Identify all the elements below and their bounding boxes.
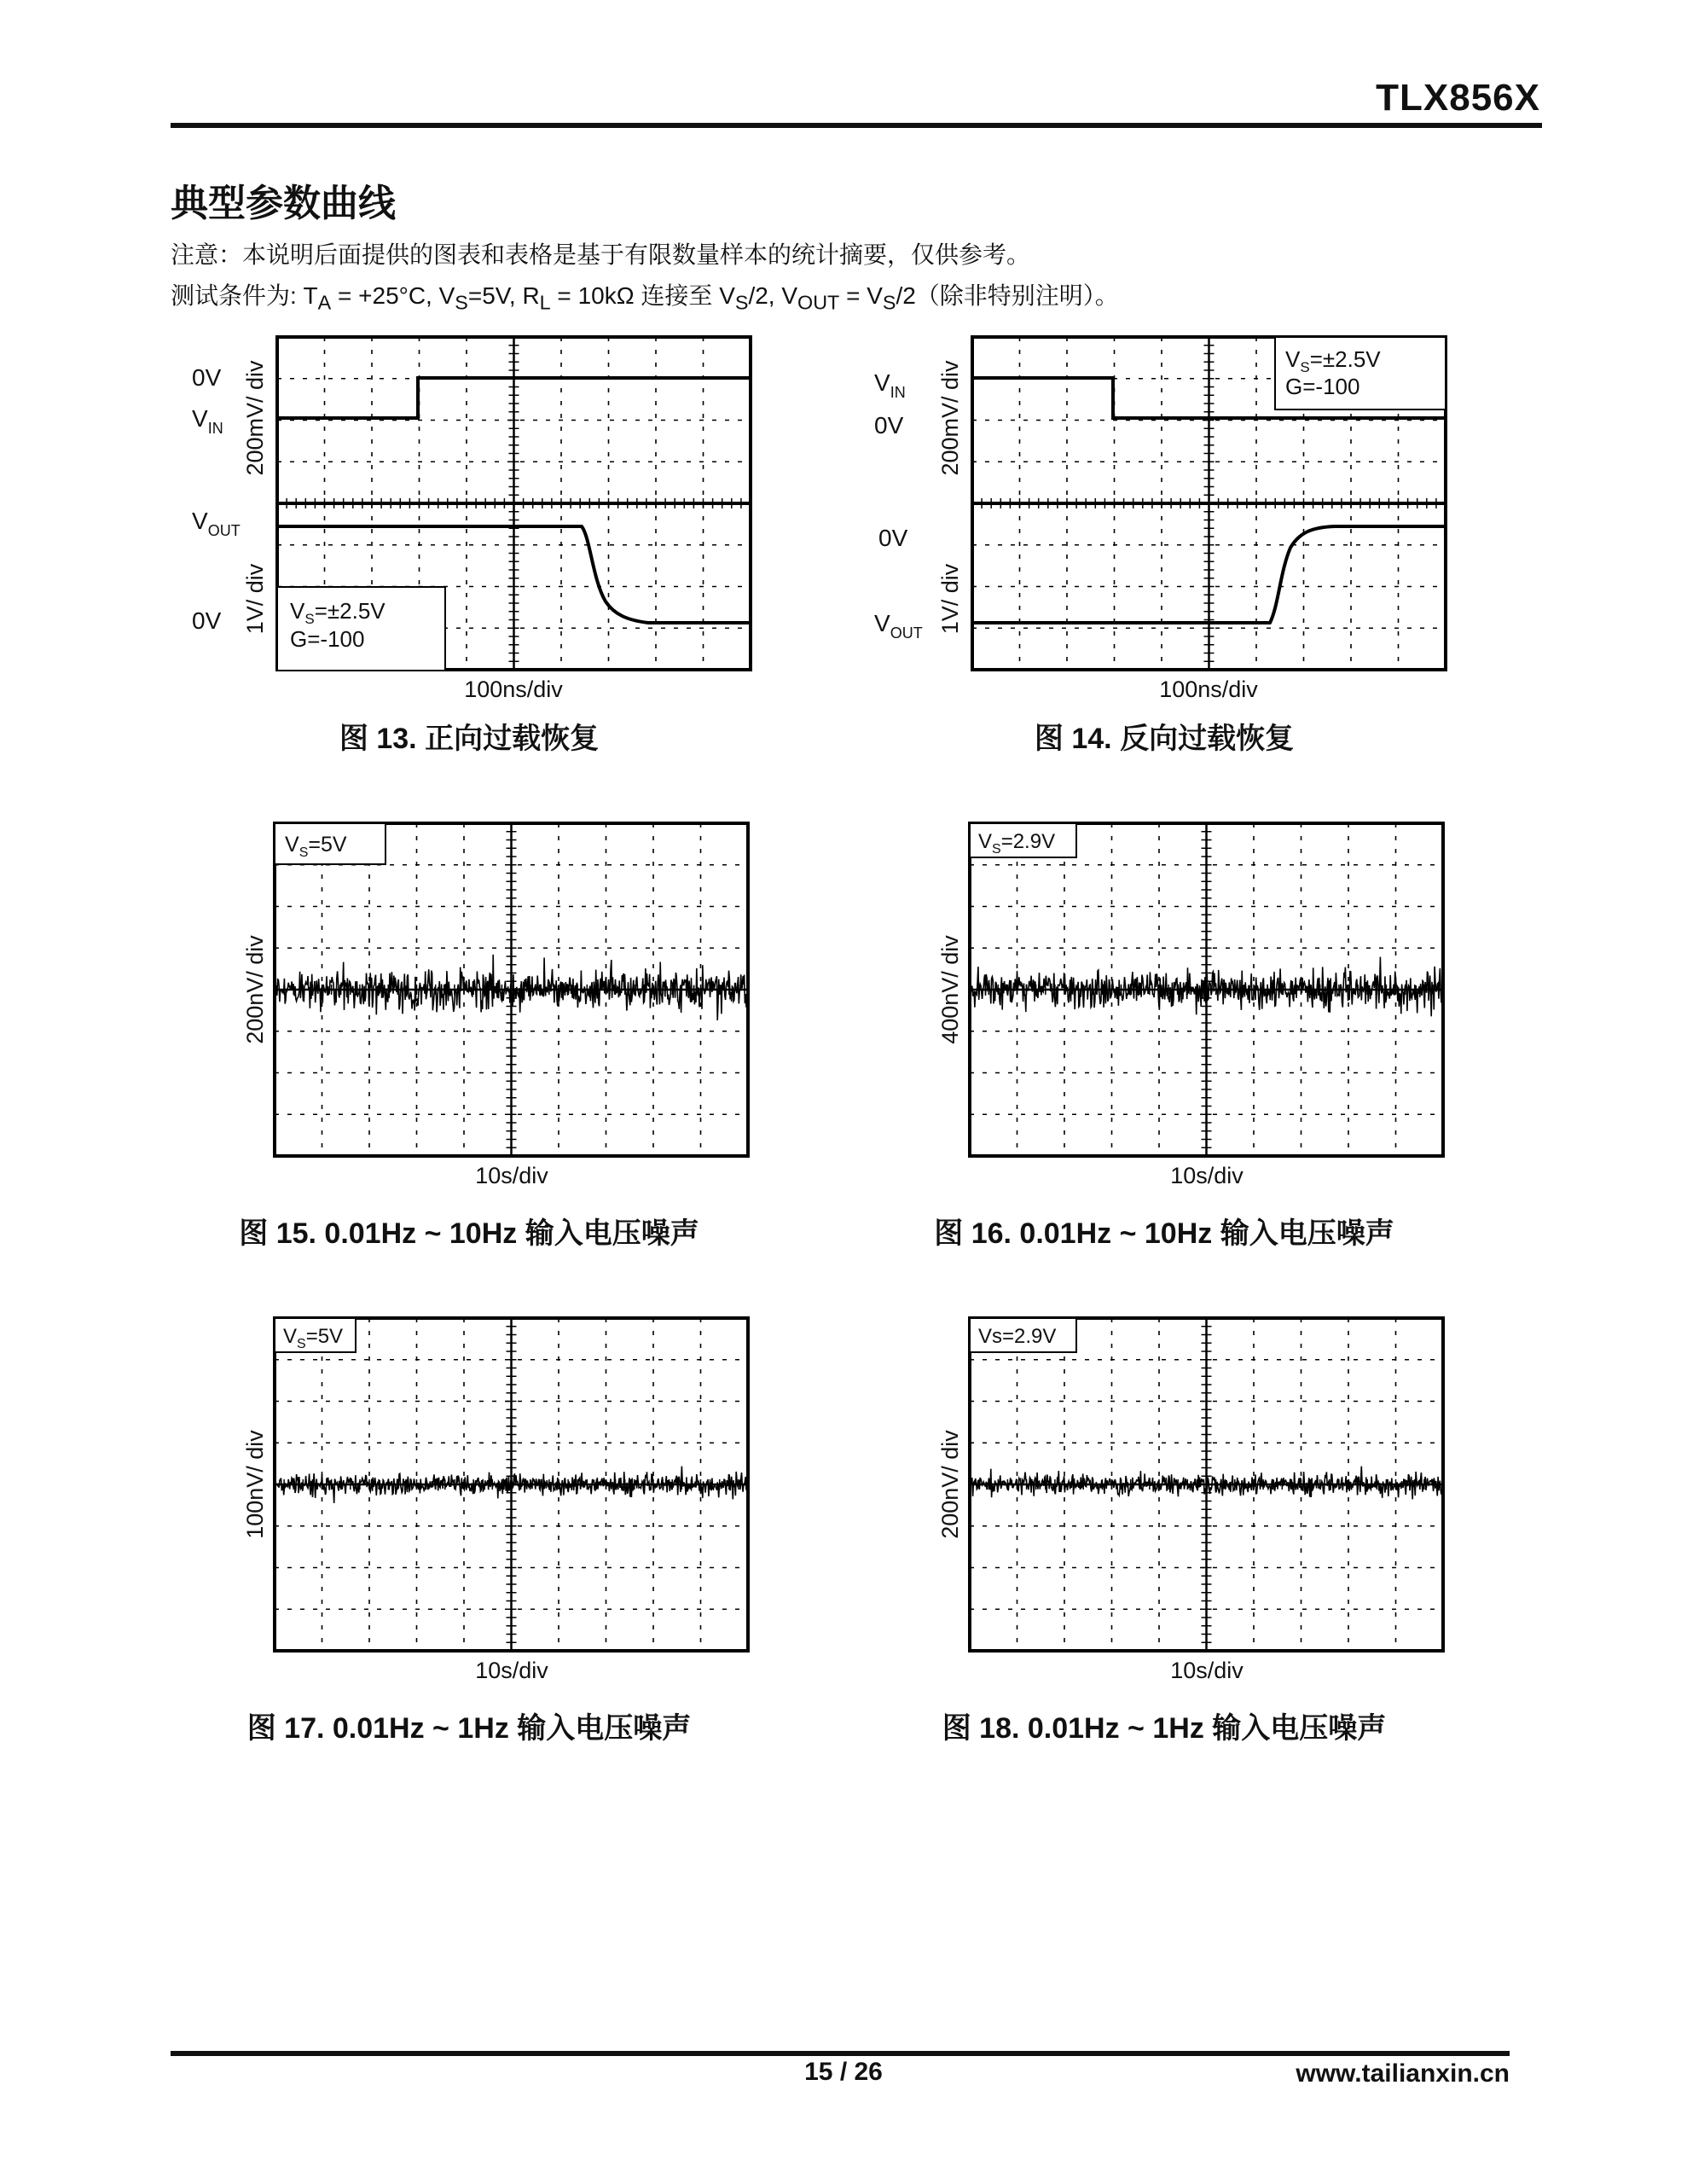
note-text: 注意：本说明后面提供的图表和表格是基于有限数量样本的统计摘要，仅供参考。 (171, 241, 1031, 268)
lower-axis-label: 1V/ div (242, 563, 268, 635)
x-axis-label: 100ns/div (464, 677, 563, 702)
x-axis-label: 10s/div (1170, 1163, 1244, 1188)
upper-axis-label: 200mV/ div (242, 360, 268, 476)
figure-14-scope (866, 324, 1463, 717)
figure-18-caption: 图 18. 0.01Hz ~ 1Hz 输入电压噪声 (942, 1712, 1387, 1745)
y-axis-label: 200nV/ div (242, 935, 268, 1044)
figure-17-scope (171, 1305, 768, 1698)
box-line1: $V_S=2.9V$ (978, 830, 1056, 857)
page-number: 15 / 26 (804, 2058, 883, 2086)
test-conditions: 测试条件为: $T_A = +25^\circ C$, $V_S=5V$, $R_L = 10k\Omega$ 连接至 $V_S/2$, $V_{OUT} = V_S/2$（除非特别注明）。 (171, 282, 1119, 314)
label-vin: $V_{IN}$ (874, 369, 906, 401)
figure-17-caption: 图 17. 0.01Hz ~ 1Hz 输入电压噪声 (246, 1712, 692, 1745)
figure-13-scope (171, 324, 768, 717)
figure-18-scope (866, 1305, 1463, 1698)
header-rule (171, 123, 1542, 128)
y-axis-label: 200nV/ div (937, 1430, 963, 1539)
label-0v-lower: 0V (192, 607, 222, 634)
figure-13-panel (171, 324, 768, 717)
label-vout: $V_{OUT}$ (874, 610, 923, 642)
figure-14-caption: 图 14. 反向过载恢复 (1034, 723, 1295, 755)
box-line1: $V_S=\pm 2.5V$ (290, 598, 386, 627)
figure-16-scope (866, 810, 1463, 1203)
website-url: www.tailianxin.cn (1296, 2059, 1510, 2088)
x-axis-label: 10s/div (1170, 1658, 1244, 1683)
box-line1: $V_S=5V$ (285, 833, 347, 860)
box-line2: G=-100 (290, 626, 365, 652)
x-axis-label: 10s/div (475, 1163, 548, 1188)
label-vout: $V_{OUT}$ (192, 508, 241, 539)
y-axis-label: 400nV/ div (937, 935, 963, 1044)
figure-15-panel (171, 810, 768, 1203)
figure-14-panel (866, 324, 1463, 717)
x-axis-label: 100ns/div (1159, 677, 1258, 702)
label-0v-lower: 0V (878, 525, 908, 551)
box-line1: Vs=2.9V (978, 1325, 1057, 1348)
box-line1: $V_S=\pm 2.5V$ (1285, 346, 1381, 375)
upper-axis-label: 200mV/ div (937, 360, 963, 476)
footer-rule (171, 2051, 1510, 2056)
figure-13-caption: 图 13. 正向过载恢复 (339, 723, 600, 755)
x-axis-label: 10s/div (475, 1658, 548, 1683)
box-line2: G=-100 (1285, 374, 1360, 399)
section-title: 典型参数曲线 (171, 183, 396, 224)
label-0v-upper: 0V (874, 412, 904, 439)
figure-16-panel (866, 810, 1463, 1203)
label-vin: $V_{IN}$ (192, 405, 223, 437)
figure-18-panel (866, 1305, 1463, 1698)
figure-15-scope (171, 810, 768, 1203)
box-line1: $V_S=5V$ (283, 1325, 344, 1351)
y-axis-label: 100nV/ div (242, 1430, 268, 1539)
label-0v-upper: 0V (192, 364, 222, 391)
figure-16-caption: 图 16. 0.01Hz ~ 10Hz 输入电压噪声 (934, 1217, 1394, 1250)
lower-axis-label: 1V/ div (937, 563, 963, 635)
figure-15-caption: 图 15. 0.01Hz ~ 10Hz 输入电压噪声 (239, 1217, 699, 1250)
document-title: TLX856X (1376, 77, 1540, 119)
figure-17-panel (171, 1305, 768, 1698)
